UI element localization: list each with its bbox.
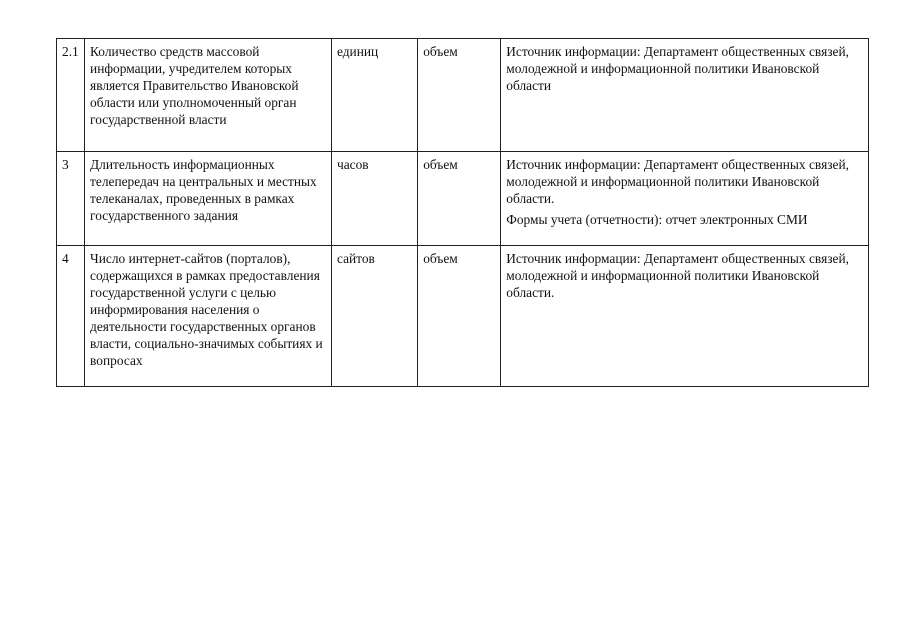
unit-cell: часов xyxy=(331,152,417,246)
indicators-table xyxy=(56,38,869,387)
reporting-form-text: Формы учета (отчетности): отчет электронных СМИ xyxy=(506,212,808,227)
table-row xyxy=(57,152,869,246)
row-number: 3 xyxy=(57,152,85,246)
unit-cell: единиц xyxy=(331,39,417,152)
unit-cell: сайтов xyxy=(331,246,417,387)
table-row xyxy=(57,246,869,387)
source-cell xyxy=(501,246,869,387)
indicator-type: объем xyxy=(418,152,501,246)
table-row xyxy=(57,39,869,152)
source-cell xyxy=(501,152,869,246)
indicator-type: объем xyxy=(418,246,501,387)
row-number: 2.1 xyxy=(57,39,85,152)
indicator-type: объем xyxy=(418,39,501,152)
indicator-name: Число интернет-сайтов (порталов), содержащихся в рамках предоставления государственной услуги с целью информирования населения о деятельности государственных органов власти, социально-значимых событиях и вопросах xyxy=(85,246,332,387)
source-text: Источник информации: Департамент общественных связей, молодежной и информационной политики Ивановской области. xyxy=(506,251,849,300)
source-text: Источник информации: Департамент общественных связей, молодежной и информационной политики Ивановской области xyxy=(506,44,849,93)
indicator-name: Количество средств массовой информации, учредителем которых является Правительство Ивановской области или уполномоченный орган государственной власти xyxy=(85,39,332,152)
row-number: 4 xyxy=(57,246,85,387)
source-cell xyxy=(501,39,869,152)
indicator-name: Длительность информационных телепередач на центральных и местных телеканалах, проведенных в рамках государственного задания xyxy=(85,152,332,246)
source-text: Источник информации: Департамент общественных связей, молодежной и информационной политики Ивановской области. xyxy=(506,157,849,206)
